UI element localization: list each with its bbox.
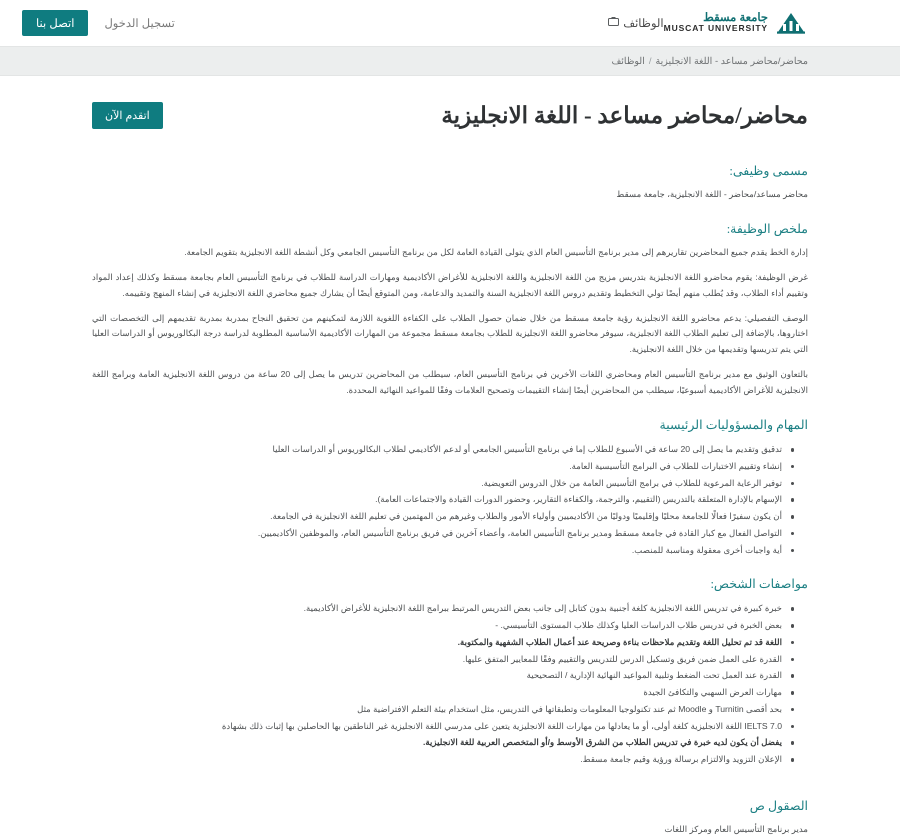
section-job-summary (92, 221, 808, 399)
breadcrumb-separator: / (648, 55, 652, 67)
list-item: اللغة قد تم تحليل اللغة وتقديم ملاحظات بناءة وصريحة عند أعمال الطلاب الشفهية والمكتوبة. (92, 634, 794, 651)
section-heading: ملخص الوظيفة: (726, 221, 808, 236)
site-header (0, 0, 900, 46)
list-item: تدقيق وتقديم ما يصل إلى 20 ساعة في الأسبوع للطلاب إما في برنامج التأسيس الجامعي أو لدعم الأكاديمي لطلاب البكالوريوس أو الدراسات العليا (92, 441, 794, 458)
section-paragraph: الوصف التفصيلي: يدعم محاضرو اللغة الانجليزية رؤية جامعة مسقط من خلال ضمان حصول الطلاب على الكفاءة اللغوية اللازمة لتمكينهم من تحقيق النجاح بمدربة بمدربة تقديمهم إلى التخصصات التي اختاروها، بالإضافة إلى تعليم الطلاب اللغة الانجليزية، سيوفر محاضرو اللغة الانجليزية للطلاب بجامعة مسقط مجموعة من المهارات الأكاديمية الأساسية المطلوبة لدراسة درجة البكالوريوس أو الدراسات العليا التي يتم تدريسها وتقديمها من خلال اللغة الانجليزية. (92, 312, 808, 355)
section-paragraph: مدير برنامج التأسيس العام ومركز اللغات (664, 823, 808, 834)
header-actions (22, 10, 175, 36)
list-item: القدرة عند العمل تحت الضغط وتلبية المواعيد النهائية الإدارية / التصحيحية (92, 667, 794, 684)
list-item: مهارات العرض السهبي والتكافئ الجيدة (92, 684, 794, 701)
site-logo[interactable] (664, 10, 806, 36)
list-item: يفضل أن يكون لديه خبرة في تدريس الطلاب من الشرق الأوسط و/أو المتخصص العربية للغة الانجليزية. (92, 734, 794, 751)
list-item: أية واجبات أخرى معقولة ومناسبة للمنصب. (92, 542, 794, 559)
section-reporting (92, 798, 808, 838)
list-item: IELTS 7.0 اللغة الانجليزية كلغة أولى، أو ما يعادلها من مهارات اللغة الانجليزية يتعين على مدرسي اللغة الانجليزية غير الناطقين بها الحاصلين بها إثبات ذلك بشهادة (92, 718, 794, 735)
page-title: محاضر/محاضر مساعد - اللغة الانجليزية (441, 102, 808, 128)
list-item: الإسهام بالإدارة المتعلقة بالتدريس (التقييم، والترجمة، والكفاءة التقارير، وحضور الدورات القيادة والاجتماعات العامة). (92, 491, 794, 508)
university-logo-icon (776, 10, 806, 36)
section-heading: مسمى وظيفى: (729, 164, 808, 178)
login-link[interactable]: تسجيل الدخول (104, 17, 175, 30)
page-title-row (0, 76, 900, 139)
breadcrumb-item-jobs[interactable]: الوظائف (611, 55, 645, 67)
section-paragraph: إدارة الخط يقدم جميع المحاضرين تقاريرهم إلى مدير برنامج التأسيس العام الذي يتولى القيادة العامة لكل من برنامج التأسيس الجامعي وكل أنشطة اللغة الانجليزية بتقويم الجامعة. (184, 246, 808, 257)
section-heading: المهام والمسؤوليات الرئيسية (659, 418, 808, 433)
list-item: إنشاء وتقييم الاختبارات للطلاب في البرامج التأسيسية العامة. (92, 458, 794, 475)
duties-list (92, 441, 808, 558)
main-nav (608, 16, 663, 30)
list-item: بعض الخبرة في تدريس طلاب الدراسات العليا وكذلك طلاب المستوى التأسيسي. - (92, 617, 794, 634)
person-spec-list (92, 600, 808, 768)
list-item: القدرة على العمل ضمن فريق وتسكيل الدرس للتدريس والتقييم وفقًا للمعايير المتفق عليها. (92, 651, 794, 668)
list-item: أن يكون سفيرًا فعالًا للجامعة محليًا وإقليميًا ودوليًا من الأكاديميين وأولياء الأمور والطلاب وغيرهم من المهتمين في تعليم اللغة الانجليزية في الجامعة. (92, 508, 794, 525)
section-summary (92, 163, 808, 203)
section-heading: الصقول ص (749, 798, 808, 813)
apply-now-button[interactable]: اتقدم الآن (92, 102, 163, 129)
breadcrumb (611, 56, 808, 67)
logo-english-name: MUSCAT UNIVERSITY (663, 23, 768, 34)
nav-item-jobs[interactable] (608, 16, 663, 30)
logo-text (664, 12, 768, 33)
job-description-body (0, 139, 900, 838)
list-item: الإعلان التزويد والالتزام برسالة ورؤية وقيم جامعة مسقط. (92, 751, 794, 768)
breadcrumb-bar (0, 46, 900, 76)
contact-us-button[interactable]: اتصل بنا (22, 10, 88, 36)
list-item: خبرة كبيرة في تدريس اللغة الانجليزية كلغة أجنبية بدون كتابل إلى جانب بعض التدريس المرتبط ببرامج اللغة الانجليزية للأغراض الأكاديمية. (92, 600, 794, 617)
breadcrumb-item-current: محاضر/محاضر مساعد - اللغة الانجليزية (655, 55, 808, 67)
nav-item-jobs-label: الوظائف (623, 17, 664, 30)
section-paragraph: محاضر مساعد/محاضر - اللغة الانجليزية، جامعة مسقط (616, 189, 808, 199)
section-duties (92, 417, 808, 558)
section-paragraph: بالتعاون الوثيق مع مدير برنامج التأسيس العام ومحاضري اللغات الأخرين في برنامج التأسيس العام، سيطلب من المحاضرين تدريس ما يصل إلى 20 ساعة من دروس اللغة الانجليزية العامة وبرامج اللغة الانجليزية للأغراض الأكاديمية أسبوعيًا، سيطلب من المحاضرين أيضًا إنشاء التقييمات وتصحيح العلامات وفقًا للمواعيد النهائية المحددة. (92, 369, 808, 396)
logo-arabic-name: جامعة مسقط (703, 12, 768, 24)
list-item: بحد أقصى Turnitin و Moodle ثم عند تكنولوجيا المعلومات وتطبقاتها في التدريس، مثل استخدام بيئة التعلم الافتراضية مثل (92, 701, 794, 718)
list-item: توفير الرعاية المرعوية للطلاب في برامج التأسيس العامة من خلال الدروس التعويضية. (92, 475, 794, 492)
section-paragraph: غرض الوظيفة: يقوم محاضرو اللغة الانجليزية بتدريس مزيج من اللغة الانجليزية واللغة الانجليزية للأغراض الأكاديمية ومهارات الدراسة للطلاب في برنامج التأسيس العام بجامعة مسقط وكذلك إعداد المواد وتقييم أداء الطلاب، وقد يُطلب منهم أيضًا تولي التخطيط وتقديم دروس اللغة الانجليزية السنة والتمديد والدعامة، ومن المتوقع أيضًا أن يشارك جميع محاضري اللغة الانجليزية في إنشاء المنهج وتقييمه. (92, 271, 808, 298)
briefcase-icon (608, 16, 619, 29)
section-heading: مواصفات الشخص: (710, 577, 808, 592)
list-item: التواصل الفعال مع كبار القادة في جامعة مسقط ومدير برنامج التأسيس العامة، وأعضاء آخرين في فريق برنامج التأسيس العام، والموظفين الأكاديميين. (92, 525, 794, 542)
section-person-specification (92, 576, 808, 768)
